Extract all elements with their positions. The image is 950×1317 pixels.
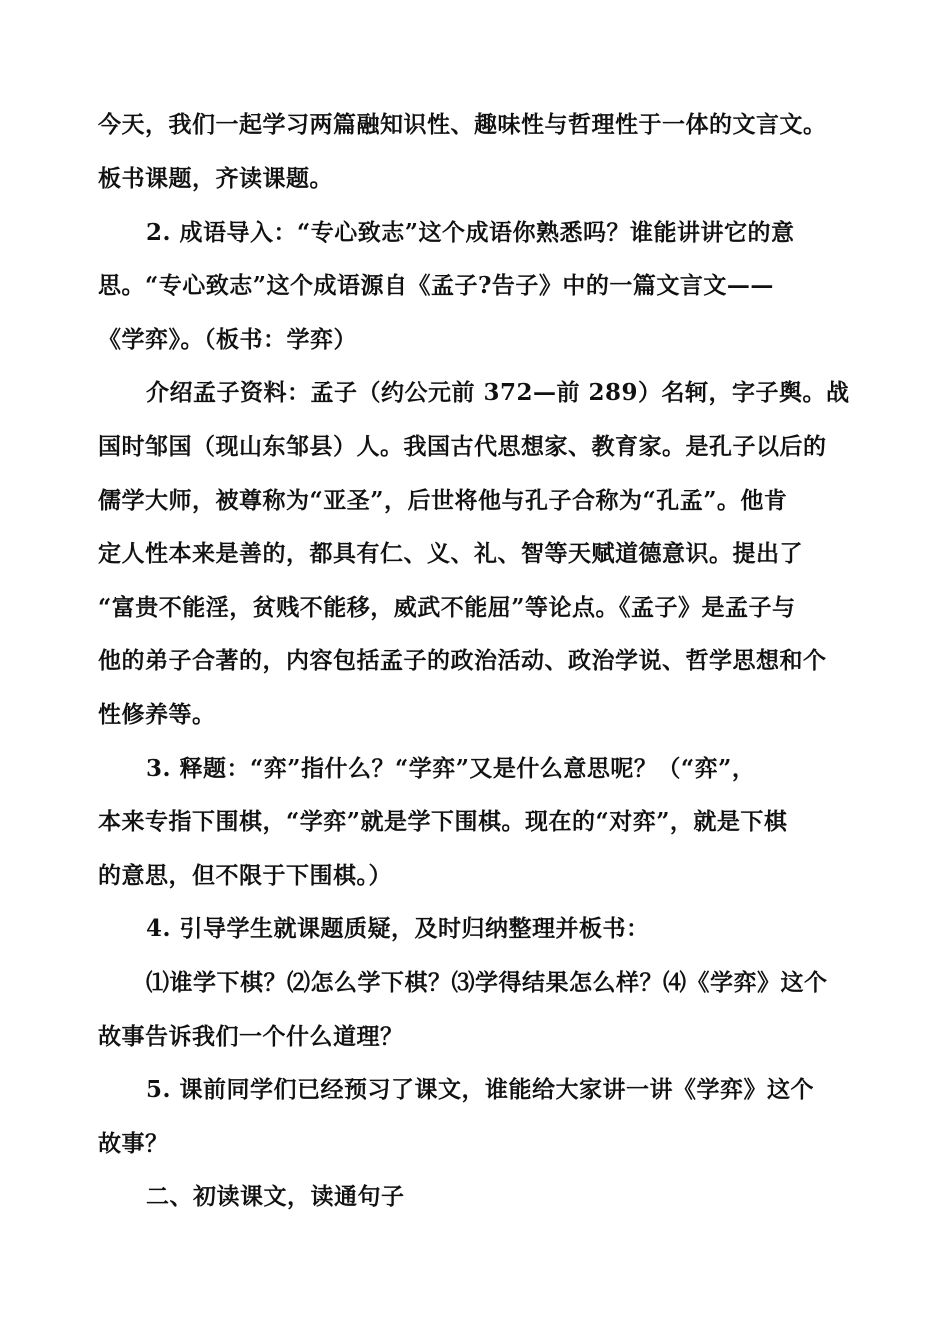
text-line: 今天，我们一起学习两篇融知识性、趣味性与哲理性于一体的文言文。 <box>98 111 827 138</box>
text-line: 介绍孟子资料：孟子（约公元前 372—前 289）名轲，字子舆。战 <box>146 379 850 406</box>
text-line: ⑴谁学下棋？⑵怎么学下棋？⑶学得结果怎么样？⑷《学弈》这个 <box>146 969 828 996</box>
text-line: 儒学大师，被尊称为“亚圣”，后世将他与孔子合称为“孔孟”。他肯 <box>98 487 788 514</box>
text-line: 板书课题，齐读课题。 <box>98 165 333 192</box>
text-line: 他的弟子合著的，内容包括孟子的政治活动、政治学说、哲学思想和个 <box>98 647 827 674</box>
text-line: 5. 课前同学们已经预习了课文，谁能给大家讲一讲《学弈》这个 <box>146 1076 815 1103</box>
text-line: 故事？ <box>98 1130 169 1157</box>
text-line: 故事告诉我们一个什么道理？ <box>98 1023 404 1050</box>
text-line: “富贵不能淫，贫贱不能移，威武不能屈”等论点。《孟子》是孟子与 <box>98 594 796 621</box>
text-line: 本来专指下围棋，“学弈”就是学下围棋。现在的“对弈”，就是下棋 <box>98 808 788 835</box>
text-line: 性修养等。 <box>98 701 216 728</box>
text-line: 定人性本来是善的，都具有仁、义、礼、智等天赋道德意识。提出了 <box>98 540 803 567</box>
text-line: 的意思，但不限于下围棋。） <box>98 862 392 889</box>
text-line: 《学弈》。（板书：学弈） <box>98 326 357 353</box>
text-line: 思。“专心致志”这个成语源自《孟子?告子》中的一篇文言文—— <box>98 272 774 299</box>
text-line: 国时邹国（现山东邹县）人。我国古代思想家、教育家。是孔子以后的 <box>98 433 827 460</box>
text-line: 4. 引导学生就课题质疑，及时归纳整理并板书： <box>146 915 650 942</box>
section-heading: 二、初读课文，读通句子 <box>146 1183 405 1210</box>
text-line: 3. 释题：“弈”指什么？“学弈”又是什么意思呢？（“弈”， <box>146 755 756 782</box>
text-line: 2. 成语导入：“专心致志”这个成语你熟悉吗？谁能讲讲它的意 <box>146 219 795 246</box>
